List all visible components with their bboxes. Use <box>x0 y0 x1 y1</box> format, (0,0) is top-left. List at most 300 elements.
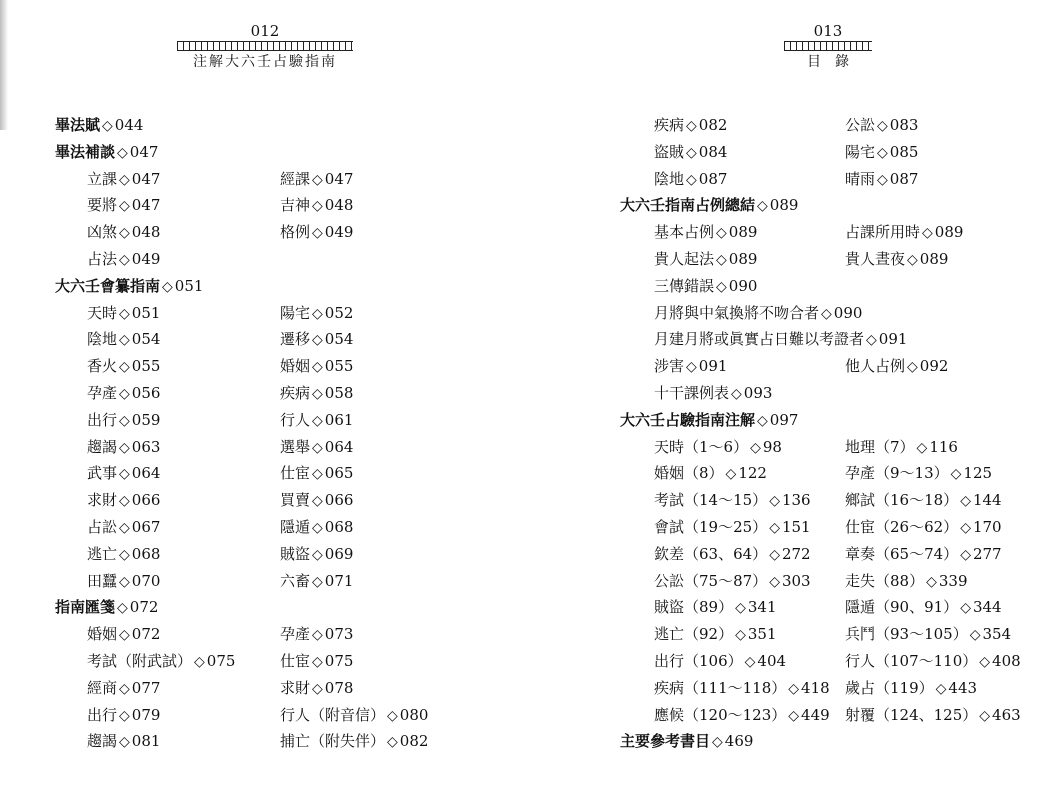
diamond-separator-icon: ◇ <box>312 171 323 188</box>
diamond-separator-icon: ◇ <box>312 305 323 322</box>
diamond-separator-icon: ◇ <box>312 520 323 536</box>
toc-entry <box>280 514 353 540</box>
diamond-separator-icon: ◇ <box>769 573 780 590</box>
toc-entry-page-number: 065 <box>324 464 354 483</box>
toc-entry-label: 婚姻（8） <box>654 464 724 483</box>
toc-entry-page-number: 054 <box>324 330 354 349</box>
toc-entry-page-number: 084 <box>698 142 728 161</box>
toc-entry-page-number: 122 <box>738 464 767 483</box>
diamond-separator-icon: ◇ <box>907 359 918 376</box>
toc-entry-page-number: 072 <box>129 598 159 617</box>
toc-entry <box>280 621 353 647</box>
diamond-separator-icon: ◇ <box>119 466 130 483</box>
toc-entry-label: 考試（附武試） <box>87 652 193 670</box>
toc-entry <box>654 487 811 513</box>
toc-entry <box>654 702 830 728</box>
diamond-separator-icon: ◇ <box>788 707 800 724</box>
toc-entry <box>87 514 160 540</box>
toc-entry <box>87 434 160 460</box>
toc-entry <box>87 648 235 674</box>
toc-entry <box>280 648 353 674</box>
toc-entry-page-number: 097 <box>769 410 799 429</box>
toc-entry-label: 吉神 <box>280 196 311 215</box>
toc-entry-label: 欽差（63、64） <box>654 544 768 563</box>
toc-entry <box>280 541 353 567</box>
diamond-separator-icon: ◇ <box>922 225 933 242</box>
diamond-separator-icon: ◇ <box>735 600 746 617</box>
toc-entry-label: 主要參考書目 <box>620 732 711 751</box>
toc-entry <box>280 353 353 379</box>
diamond-separator-icon: ◇ <box>769 520 780 536</box>
toc-entry <box>87 326 160 352</box>
toc-entry-label: 射覆（124、125） <box>845 705 978 724</box>
toc-entry <box>845 139 918 165</box>
toc-entry-page-number: 449 <box>801 705 830 724</box>
diamond-separator-icon: ◇ <box>119 171 130 188</box>
toc-entry-label: 涉害 <box>654 357 685 376</box>
toc-entry-label: 疾病（111～118） <box>654 678 787 697</box>
diamond-separator-icon: ◇ <box>119 225 130 242</box>
diamond-separator-icon: ◇ <box>312 654 323 670</box>
toc-entry <box>87 568 160 594</box>
toc-section-entry <box>55 139 158 165</box>
diamond-separator-icon: ◇ <box>312 386 323 402</box>
toc-entry <box>845 621 1011 647</box>
diamond-separator-icon: ◇ <box>877 171 888 188</box>
toc-entry-page-number: 051 <box>131 303 161 322</box>
toc-entry <box>654 514 811 540</box>
toc-entry-page-number: 093 <box>743 384 773 402</box>
toc-entry-label: 求財 <box>280 678 311 697</box>
toc-entry-label: 賊盜 <box>280 544 311 563</box>
diamond-separator-icon: ◇ <box>960 493 971 510</box>
toc-entry-page-number: 98 <box>762 437 782 456</box>
diamond-separator-icon: ◇ <box>769 493 780 510</box>
toc-entry-page-number: 303 <box>781 571 811 590</box>
toc-entry <box>280 487 353 513</box>
toc-entry-label: 求財 <box>87 491 118 510</box>
diamond-separator-icon: ◇ <box>821 305 832 322</box>
toc-entry-label: 指南匯箋 <box>55 598 116 617</box>
diamond-separator-icon: ◇ <box>312 627 323 644</box>
toc-entry-page-number: 047 <box>131 169 161 188</box>
toc-entry-page-number: 066 <box>131 491 161 510</box>
toc-entry <box>280 219 353 245</box>
toc-entry-label: 走失（88） <box>845 571 925 590</box>
diamond-separator-icon: ◇ <box>725 466 737 483</box>
toc-entry-label: 盜賊 <box>654 142 685 161</box>
toc-entry <box>845 246 948 272</box>
toc-entry-label: 要將 <box>87 196 118 215</box>
toc-entry-label: 兵鬥（93～105） <box>845 625 968 644</box>
toc-entry-label: 六畜 <box>280 571 311 590</box>
toc-entry-page-number: 048 <box>131 223 161 242</box>
toc-entry-page-number: 087 <box>698 169 728 188</box>
toc-entry <box>654 219 757 245</box>
diamond-separator-icon: ◇ <box>735 627 746 644</box>
toc-entry <box>845 166 918 192</box>
toc-entry-label: 孕產（9～13） <box>845 464 949 483</box>
toc-entry-page-number: 090 <box>728 276 758 295</box>
diamond-separator-icon: ◇ <box>312 573 323 590</box>
toc-entry <box>654 648 786 674</box>
toc-entry-page-number: 068 <box>131 544 161 563</box>
diamond-separator-icon: ◇ <box>117 600 128 617</box>
diamond-separator-icon: ◇ <box>757 198 768 215</box>
toc-entry-label: 賊盜（89） <box>654 598 734 617</box>
diamond-separator-icon: ◇ <box>162 278 173 295</box>
left-page-header <box>176 22 354 70</box>
toc-entry-label: 隱遁 <box>280 518 311 536</box>
diamond-separator-icon: ◇ <box>119 386 130 402</box>
toc-section-entry <box>620 192 798 218</box>
toc-entry-page-number: 469 <box>724 732 754 751</box>
toc-entry-label: 歲占（119） <box>845 678 934 697</box>
toc-entry-page-number: 061 <box>324 410 354 429</box>
toc-entry-page-number: 064 <box>324 437 354 456</box>
toc-section-entry <box>620 407 798 433</box>
toc-entry-page-number: 047 <box>131 196 161 215</box>
toc-section-entry <box>55 273 203 299</box>
toc-entry-page-number: 091 <box>878 330 908 349</box>
toc-entry <box>845 487 1002 513</box>
toc-entry <box>654 300 862 326</box>
diamond-separator-icon: ◇ <box>119 198 130 215</box>
diamond-separator-icon: ◇ <box>907 252 918 268</box>
diamond-separator-icon: ◇ <box>312 466 323 483</box>
toc-entry-page-number: 170 <box>972 518 1002 536</box>
diamond-separator-icon: ◇ <box>716 252 727 268</box>
diamond-separator-icon: ◇ <box>119 734 130 751</box>
toc-entry <box>845 514 1002 540</box>
toc-entry-page-number: 075 <box>206 652 236 670</box>
toc-entry <box>845 541 1002 567</box>
toc-entry-label: 經商 <box>87 678 118 697</box>
right-page-header <box>783 22 873 70</box>
diamond-separator-icon: ◇ <box>866 332 877 349</box>
toc-entry <box>654 434 782 460</box>
toc-entry-page-number: 125 <box>963 464 993 483</box>
toc-entry-label: 婚姻 <box>87 625 118 644</box>
toc-entry-page-number: 047 <box>129 142 159 161</box>
toc-entry-label: 行人 <box>280 410 311 429</box>
toc-entry <box>654 112 727 138</box>
diamond-separator-icon: ◇ <box>119 680 130 697</box>
toc-entry-page-number: 071 <box>324 571 354 590</box>
diamond-separator-icon: ◇ <box>119 332 130 349</box>
toc-entry-page-number: 089 <box>728 250 758 268</box>
toc-entry-label: 鄉試（16～18） <box>845 491 959 510</box>
toc-entry <box>654 541 811 567</box>
fret-ornament <box>784 41 872 51</box>
toc-entry <box>280 166 353 192</box>
toc-entry-page-number: 059 <box>131 410 161 429</box>
diamond-separator-icon: ◇ <box>119 546 130 563</box>
toc-entry <box>87 300 160 326</box>
toc-entry <box>280 460 353 486</box>
toc-entry <box>845 594 1002 620</box>
diamond-separator-icon: ◇ <box>686 359 697 376</box>
toc-entry <box>87 166 160 192</box>
toc-entry-label: 占法 <box>87 250 118 268</box>
toc-entry-label: 貴人起法 <box>654 250 715 268</box>
diamond-separator-icon: ◇ <box>119 493 130 510</box>
toc-entry-label: 買賣 <box>280 491 311 510</box>
page-edge-shadow <box>0 0 8 130</box>
toc-entry <box>654 273 757 299</box>
toc-entry <box>280 568 353 594</box>
toc-entry-page-number: 073 <box>324 625 354 644</box>
diamond-separator-icon: ◇ <box>916 439 928 456</box>
toc-entry <box>654 568 811 594</box>
toc-entry-page-number: 064 <box>131 464 161 483</box>
diamond-separator-icon: ◇ <box>119 707 130 724</box>
diamond-separator-icon: ◇ <box>686 144 697 161</box>
toc-entry-page-number: 044 <box>114 116 144 134</box>
toc-entry-label: 貴人晝夜 <box>845 250 906 268</box>
toc-entry <box>280 702 428 728</box>
diamond-separator-icon: ◇ <box>312 680 323 697</box>
diamond-separator-icon: ◇ <box>969 627 981 644</box>
toc-entry-label: 月建月將或眞實占日難以考證者 <box>654 330 865 349</box>
diamond-separator-icon: ◇ <box>960 600 971 617</box>
toc-entry-page-number: 055 <box>131 357 161 376</box>
toc-entry-label: 趨謁 <box>87 437 118 456</box>
toc-entry-page-number: 078 <box>324 678 354 697</box>
toc-section-entry <box>55 112 143 138</box>
toc-entry-label: 田蠶 <box>87 571 118 590</box>
toc-entry-label: 立課 <box>87 169 118 188</box>
toc-entry-label: 月將與中氣換將不吻合者 <box>654 303 820 322</box>
toc-entry-label: 占課所用時 <box>845 223 921 242</box>
diamond-separator-icon: ◇ <box>312 225 323 242</box>
toc-entry-label: 陰地 <box>87 330 118 349</box>
toc-entry-page-number: 272 <box>781 544 811 563</box>
running-title: 注解大六壬占驗指南 <box>193 54 337 70</box>
toc-entry-page-number: 089 <box>919 250 949 268</box>
toc-entry-page-number: 144 <box>972 491 1002 510</box>
toc-entry-page-number: 082 <box>399 732 429 751</box>
toc-entry <box>845 460 992 486</box>
toc-entry-page-number: 049 <box>131 250 161 268</box>
diamond-separator-icon: ◇ <box>119 573 130 590</box>
toc-entry <box>654 380 772 406</box>
toc-entry-label: 逃亡 <box>87 544 118 563</box>
toc-entry-label: 公訟 <box>845 116 876 134</box>
right-page <box>531 0 1062 788</box>
toc-entry-label: 孕產 <box>87 384 118 402</box>
toc-entry-page-number: 116 <box>929 437 958 456</box>
toc-entry-label: 經課 <box>280 169 311 188</box>
toc-entry-page-number: 344 <box>972 598 1002 617</box>
diamond-separator-icon: ◇ <box>731 386 742 402</box>
toc-entry-label: 十干課例表 <box>654 384 730 402</box>
toc-entry <box>280 192 353 218</box>
toc-entry-label: 晴雨 <box>845 169 876 188</box>
toc-entry-page-number: 080 <box>399 705 429 724</box>
toc-entry <box>87 541 160 567</box>
toc-entry-page-number: 079 <box>131 705 161 724</box>
toc-entry <box>280 675 353 701</box>
toc-entry <box>280 728 428 754</box>
toc-entry-page-number: 091 <box>698 357 728 376</box>
toc-entry-label: 香火 <box>87 357 118 376</box>
toc-entry-page-number: 092 <box>919 357 949 376</box>
toc-entry-label: 仕宦（26～62） <box>845 518 959 536</box>
diamond-separator-icon: ◇ <box>686 171 697 188</box>
toc-entry <box>87 219 160 245</box>
toc-entry-page-number: 072 <box>131 625 161 644</box>
toc-section-entry <box>55 594 158 620</box>
toc-entry-page-number: 058 <box>324 384 354 402</box>
toc-entry-label: 出行 <box>87 705 118 724</box>
toc-entry-label: 仕宦 <box>280 652 311 670</box>
page-number: 013 <box>813 22 843 40</box>
diamond-separator-icon: ◇ <box>312 359 323 376</box>
diamond-separator-icon: ◇ <box>712 734 723 751</box>
toc-entry-page-number: 056 <box>131 384 161 402</box>
toc-entry-page-number: 443 <box>948 678 978 697</box>
toc-entry-page-number: 085 <box>889 142 919 161</box>
toc-entry-label: 陰地 <box>654 169 685 188</box>
toc-entry <box>280 407 353 433</box>
diamond-separator-icon: ◇ <box>387 707 398 724</box>
toc-entry-page-number: 339 <box>938 571 968 590</box>
toc-entry <box>845 219 963 245</box>
toc-entry <box>87 728 160 754</box>
toc-entry-label: 章奏（65～74） <box>845 544 959 563</box>
diamond-separator-icon: ◇ <box>312 198 323 215</box>
toc-entry <box>654 621 777 647</box>
toc-entry <box>87 675 160 701</box>
toc-entry-label: 基本占例 <box>654 223 715 242</box>
toc-entry-page-number: 408 <box>992 652 1021 670</box>
toc-entry-label: 陽宅 <box>280 303 311 322</box>
toc-entry <box>87 460 160 486</box>
page-number: 012 <box>250 22 280 40</box>
diamond-separator-icon: ◇ <box>960 520 971 536</box>
toc-entry <box>280 380 353 406</box>
fret-ornament <box>177 41 353 51</box>
toc-entry-label: 大六壬會纂指南 <box>55 276 161 295</box>
toc-entry <box>87 380 160 406</box>
toc-entry-label: 格例 <box>280 223 311 242</box>
diamond-separator-icon: ◇ <box>312 332 323 349</box>
diamond-separator-icon: ◇ <box>950 466 962 483</box>
toc-entry-page-number: 069 <box>324 544 354 563</box>
toc-entry-page-number: 341 <box>747 598 777 617</box>
toc-entry <box>87 353 160 379</box>
diamond-separator-icon: ◇ <box>935 680 947 697</box>
toc-entry-label: 天時（1～6） <box>654 437 749 456</box>
toc-entry-label: 捕亡（附失伴） <box>280 732 386 751</box>
toc-entry-page-number: 077 <box>131 678 161 697</box>
toc-entry-page-number: 066 <box>324 491 354 510</box>
toc-entry-page-number: 354 <box>982 625 1012 644</box>
toc-entry-page-number: 404 <box>757 652 787 670</box>
toc-entry-label: 選舉 <box>280 437 311 456</box>
toc-entry-page-number: 075 <box>324 652 354 670</box>
toc-entry-label: 占訟 <box>87 518 118 536</box>
toc-entry-label: 遷移 <box>280 330 311 349</box>
toc-entry <box>845 675 977 701</box>
toc-entry-label: 疾病 <box>654 116 685 134</box>
diamond-separator-icon: ◇ <box>119 520 130 536</box>
diamond-separator-icon: ◇ <box>716 225 727 242</box>
toc-entry-page-number: 083 <box>889 116 919 134</box>
toc-entry <box>654 460 767 486</box>
toc-entry <box>654 246 757 272</box>
toc-entry-page-number: 081 <box>131 732 161 751</box>
diamond-separator-icon: ◇ <box>387 734 398 751</box>
toc-entry-label: 武事 <box>87 464 118 483</box>
toc-entry <box>87 407 160 433</box>
toc-entry-label: 公訟（75～87） <box>654 571 768 590</box>
toc-entry-label: 地理（7） <box>845 437 915 456</box>
diamond-separator-icon: ◇ <box>757 412 768 429</box>
toc-entry-label: 陽宅 <box>845 142 876 161</box>
toc-entry-label: 趨謁 <box>87 732 118 751</box>
toc-entry-page-number: 048 <box>324 196 354 215</box>
running-title: 目錄 <box>807 54 863 70</box>
toc-entry-label: 行人（附音信） <box>280 705 386 724</box>
toc-entry-page-number: 089 <box>934 223 964 242</box>
toc-entry-page-number: 136 <box>781 491 811 510</box>
diamond-separator-icon: ◇ <box>119 359 130 376</box>
toc-entry <box>845 434 958 460</box>
diamond-separator-icon: ◇ <box>194 654 205 670</box>
diamond-separator-icon: ◇ <box>750 439 761 456</box>
toc-entry-label: 疾病 <box>280 384 311 402</box>
toc-entry-label: 逃亡（92） <box>654 625 734 644</box>
toc-entry-label: 三傳錯誤 <box>654 276 715 295</box>
toc-entry <box>280 434 353 460</box>
toc-entry-page-number: 089 <box>728 223 758 242</box>
toc-entry-label: 仕宦 <box>280 464 311 483</box>
toc-entry-label: 出行（106） <box>654 652 743 670</box>
toc-entry <box>87 487 160 513</box>
toc-entry-label: 行人（107～110） <box>845 652 978 670</box>
toc-entry <box>845 702 1021 728</box>
toc-entry <box>654 326 907 352</box>
toc-entry <box>87 246 160 272</box>
toc-entry <box>654 594 777 620</box>
toc-entry-label: 大六壬指南占例總結 <box>620 196 756 215</box>
toc-entry-label: 考試（14～15） <box>654 491 768 510</box>
toc-section-entry <box>620 728 753 754</box>
diamond-separator-icon: ◇ <box>744 654 756 670</box>
diamond-separator-icon: ◇ <box>119 252 130 268</box>
diamond-separator-icon: ◇ <box>926 573 937 590</box>
toc-entry-label: 凶煞 <box>87 223 118 242</box>
toc-entry-page-number: 067 <box>131 518 161 536</box>
toc-entry-page-number: 463 <box>992 705 1021 724</box>
toc-entry-page-number: 151 <box>781 518 811 536</box>
diamond-separator-icon: ◇ <box>960 546 971 563</box>
toc-entry-label: 隱遁（90、91） <box>845 598 959 617</box>
toc-entry <box>87 702 160 728</box>
diamond-separator-icon: ◇ <box>117 144 128 161</box>
toc-entry-label: 出行 <box>87 410 118 429</box>
toc-entry <box>845 568 968 594</box>
toc-entry-page-number: 082 <box>698 116 728 134</box>
diamond-separator-icon: ◇ <box>979 707 991 724</box>
diamond-separator-icon: ◇ <box>877 118 888 134</box>
toc-entry <box>654 353 727 379</box>
toc-entry-page-number: 277 <box>972 544 1002 563</box>
diamond-separator-icon: ◇ <box>312 546 323 563</box>
toc-entry-page-number: 047 <box>324 169 354 188</box>
